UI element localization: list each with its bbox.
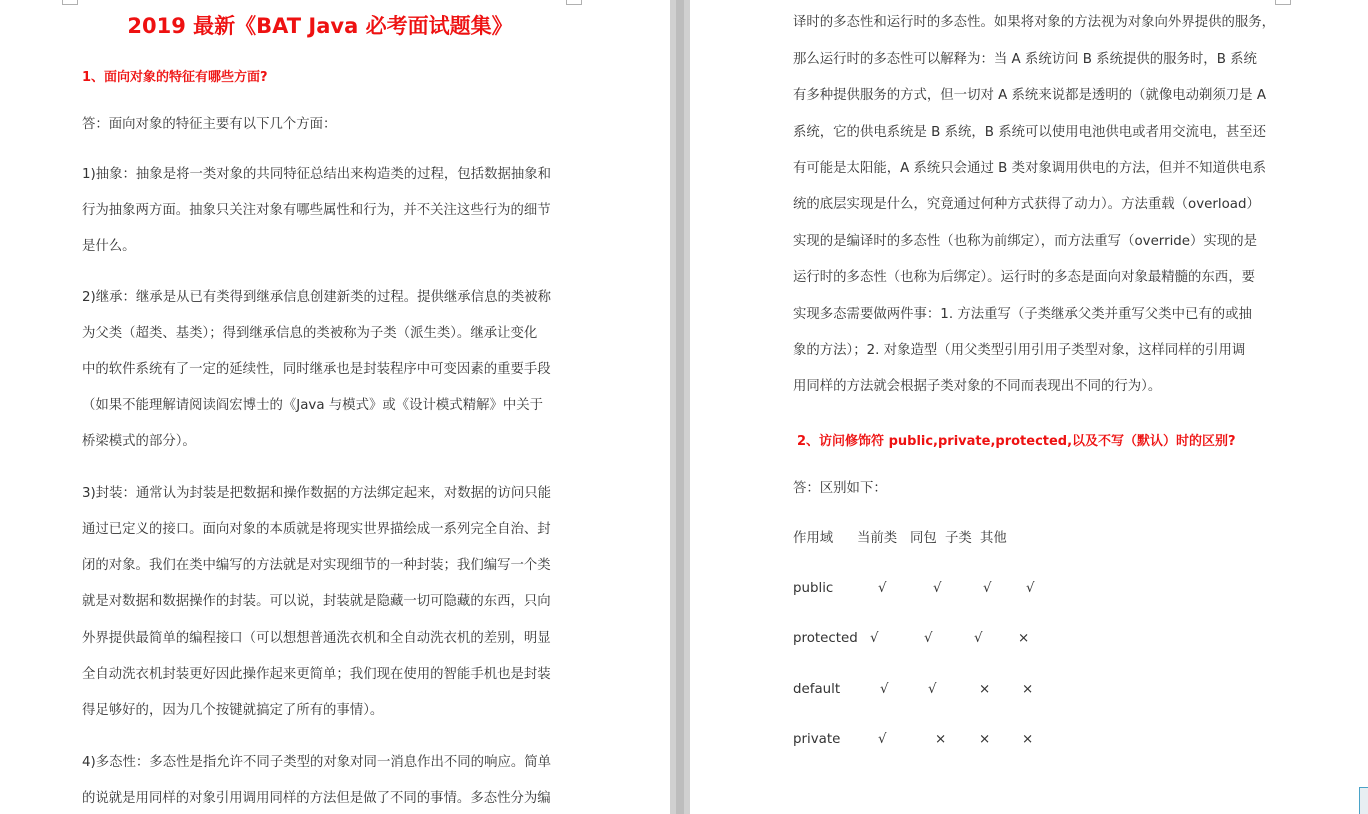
table-cell: √ [933, 581, 942, 596]
paragraph-line: 为父类（超类、基类）；得到继承信息的类被称为子类（派生类）。继承让变化 [82, 326, 538, 341]
paragraph-line: 得足够好的，因为几个按键就搞定了所有的事情）。 [82, 703, 384, 718]
table-cell: √ [880, 682, 889, 697]
table-cell: √ [924, 631, 933, 646]
paragraph-line: 中的软件系统有了一定的延续性，同时继承也是封装程序中可变因素的重要手段 [82, 362, 551, 377]
table-cell: √ [1026, 581, 1035, 596]
paragraph-line: 桥梁模式的部分）。 [82, 434, 196, 449]
paragraph-line: 译时的多态性和运行时的多态性。如果将对象的方法视为对象向外界提供的服务， [793, 15, 1276, 30]
table-cell: √ [878, 732, 887, 747]
question-2-heading: 2、访问修饰符 public,private,protected,以及不写（默认）时的区别? [797, 434, 1236, 449]
paragraph-line: 1)抽象：抽象是将一类对象的共同特征总结出来构造类的过程，包括数据抽象和 [82, 167, 552, 182]
page-left [0, 0, 670, 814]
document-title: 2019 最新《BAT Java 必考面试题集》 [127, 14, 513, 38]
table-cell: × [979, 732, 991, 747]
paragraph-line: 通过已定义的接口。面向对象的本质就是将现实世界描绘成一系列完全自治、封 [82, 522, 551, 537]
paragraph-line: 系统，它的供电系统是 B 系统，B 系统可以使用电池供电或者用交流电，甚至还 [793, 125, 1267, 140]
table-cell: √ [928, 682, 937, 697]
page-corner-mark [62, 0, 78, 5]
table-header-cell: 其他 [980, 531, 1007, 546]
question-1-heading: 1、面向对象的特征有哪些方面? [82, 70, 268, 85]
table-cell: × [979, 682, 991, 697]
table-cell: protected [793, 631, 858, 646]
page-right [690, 0, 1368, 814]
paragraph-line: 全自动洗衣机封装更好因此操作起来更简单；我们现在使用的智能手机也是封装 [82, 667, 551, 682]
table-header-cell: 同包 [910, 531, 937, 546]
page-gap-shadow [676, 0, 684, 814]
table-header-cell: 当前类 [857, 531, 898, 546]
table-header-cell: 作用域 [793, 531, 834, 546]
paragraph-line: 运行时的多态性（也称为后绑定）。运行时的多态是面向对象最精髓的东西，要 [793, 270, 1255, 285]
table-cell: × [1018, 631, 1030, 646]
paragraph-line: 用同样的方法就会根据子类对象的不同而表现出不同的行为）。 [793, 379, 1162, 394]
paragraph-line: 行为抽象两方面。抽象只关注对象有哪些属性和行为，并不关注这些行为的细节 [82, 203, 551, 218]
paragraph-line: 就是对数据和数据操作的封装。可以说，封装就是隐藏一切可隐藏的东西，只向 [82, 594, 551, 609]
scrollbar-handle[interactable] [1359, 787, 1368, 814]
table-cell: √ [974, 631, 983, 646]
table-cell: × [1022, 732, 1034, 747]
paragraph-line: （如果不能理解请阅读阎宏博士的《Java 与模式》或《设计模式精解》中关于 [82, 398, 544, 413]
table-cell: default [793, 682, 841, 697]
paragraph-line: 的说就是用同样的对象引用调用同样的方法但是做了不同的事情。多态性分为编 [82, 791, 551, 806]
table-cell: private [793, 732, 841, 747]
table-cell: public [793, 581, 834, 596]
table-cell: × [935, 732, 947, 747]
table-header-cell: 子类 [945, 531, 972, 546]
page-corner-mark [566, 0, 582, 5]
paragraph-line: 3)封装：通常认为封装是把数据和操作数据的方法绑定起来，对数据的访问只能 [82, 486, 552, 501]
paragraph-line: 实现的是编译时的多态性（也称为前绑定），而方法重写（override）实现的是 [793, 234, 1257, 249]
table-cell: √ [870, 631, 879, 646]
paragraph-line: 有多种提供服务的方式，但一切对 A 系统来说都是透明的（就像电动剃须刀是 A [793, 88, 1266, 103]
table-cell: × [1022, 682, 1034, 697]
paragraph-line: 那么运行时的多态性可以解释为：当 A 系统访问 B 系统提供的服务时，B 系统 [793, 52, 1257, 67]
answer-intro: 答：面向对象的特征主要有以下几个方面： [82, 117, 337, 132]
paragraph-line: 外界提供最简单的编程接口（可以想想普通洗衣机和全自动洗衣机的差别，明显 [82, 631, 551, 646]
paragraph-line: 象的方法）；2. 对象造型（用父类型引用引用子类型对象，这样同样的引用调 [793, 343, 1246, 358]
answer-intro: 答：区别如下： [793, 481, 887, 496]
paragraph-line: 闭的对象。我们在类中编写的方法就是对实现细节的一种封装；我们编写一个类 [82, 558, 551, 573]
paragraph-line: 统的底层实现是什么，究竟通过何种方式获得了动力）。方法重载（overload） [793, 197, 1260, 212]
page-corner-mark [1275, 0, 1291, 5]
paragraph-line: 有可能是太阳能，A 系统只会通过 B 类对象调用供电的方法，但并不知道供电系 [793, 161, 1267, 176]
table-cell: √ [983, 581, 992, 596]
paragraph-line: 4)多态性：多态性是指允许不同子类型的对象对同一消息作出不同的响应。简单 [82, 755, 552, 770]
paragraph-line: 2)继承：继承是从已有类得到继承信息创建新类的过程。提供继承信息的类被称 [82, 290, 552, 305]
paragraph-line: 是什么。 [82, 239, 136, 254]
table-cell: √ [878, 581, 887, 596]
paragraph-line: 实现多态需要做两件事：1. 方法重写（子类继承父类并重写父类中已有的或抽 [793, 307, 1252, 322]
